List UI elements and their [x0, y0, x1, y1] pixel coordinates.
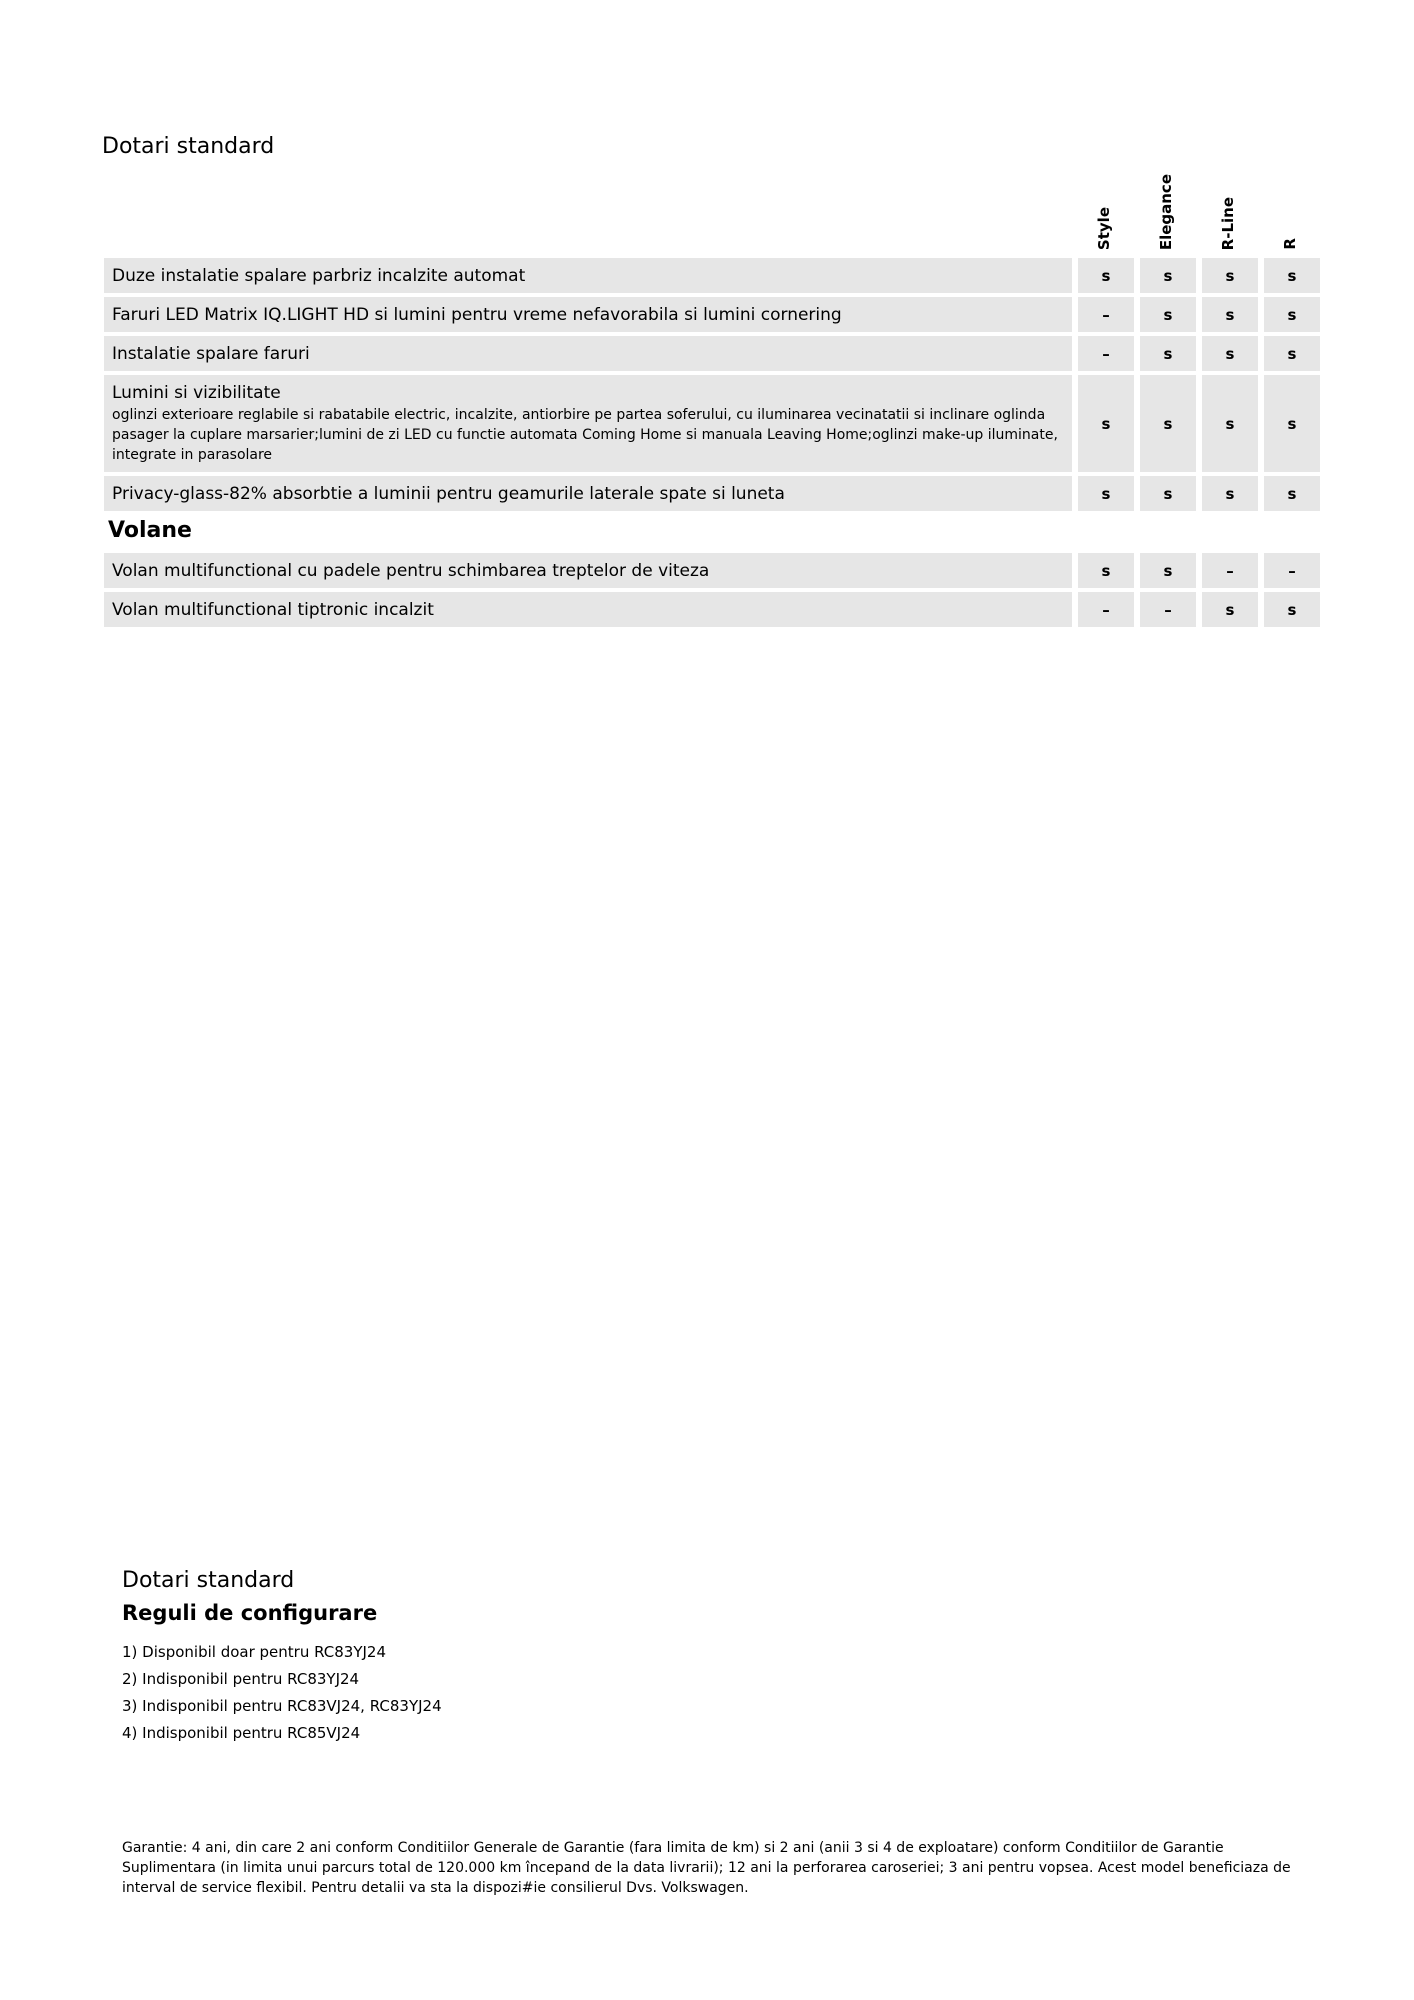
cell-elegance: s — [1140, 336, 1196, 371]
table-row — [104, 375, 1322, 472]
cell-r: s — [1264, 297, 1320, 332]
cell-r: s — [1264, 592, 1320, 627]
cell-style: s — [1078, 258, 1134, 293]
column-header-r: R — [1281, 238, 1299, 250]
row-label: Duze instalatie spalare parbriz incalzite automat — [104, 258, 1072, 293]
column-headers — [0, 160, 1414, 250]
rules-heading-configuration: Reguli de configurare — [122, 1601, 378, 1625]
cell-r: – — [1264, 553, 1320, 588]
table-row — [104, 336, 1322, 371]
table-row — [104, 297, 1322, 332]
cell-r: s — [1264, 336, 1320, 371]
rule-item: 2) Indisponibil pentru RC83YJ24 — [122, 1670, 360, 1688]
table-row — [104, 258, 1322, 293]
cell-r-line: s — [1202, 375, 1258, 472]
cell-style: s — [1078, 476, 1134, 511]
rule-item: 1) Disponibil doar pentru RC83YJ24 — [122, 1643, 387, 1661]
row-label: Faruri LED Matrix IQ.LIGHT HD si lumini pentru vreme nefavorabila si lumini cornering — [104, 297, 1072, 332]
cell-r-line: s — [1202, 336, 1258, 371]
table-row — [104, 476, 1322, 511]
cell-elegance: – — [1140, 592, 1196, 627]
cell-style: s — [1078, 375, 1134, 472]
row-label: Privacy-glass-82% absorbtie a luminii pentru geamurile laterale spate si luneta — [104, 476, 1072, 511]
column-header-elegance: Elegance — [1157, 173, 1175, 250]
equipment-table — [104, 258, 1322, 631]
configuration-rules — [122, 1568, 1022, 1747]
rules-heading-standard: Dotari standard — [122, 1568, 295, 1593]
warranty-text: Garantie: 4 ani, din care 2 ani conform Conditiilor Generale de Garantie (fara limita de km) si 2 ani (anii 3 si 4 de exploatare) conform Conditiilor de Garantie Suplimentara (in limita unui parcurs total de 120.000 km începand de la data livrarii); 12 ani la perforarea caroseriei; 3 ani pentru vopsea. Acest model beneficiaza de interval de service flexibil. Pentru detalii va sta la dispozi#ie consilierul Dvs. Volkswagen. — [122, 1840, 1291, 1896]
cell-r: s — [1264, 476, 1320, 511]
cell-r-line: s — [1202, 297, 1258, 332]
row-label: Volan multifunctional cu padele pentru schimbarea treptelor de viteza — [104, 553, 1072, 588]
cell-elegance: s — [1140, 553, 1196, 588]
row-label: Volan multifunctional tiptronic incalzit — [104, 592, 1072, 627]
cell-r-line: – — [1202, 553, 1258, 588]
section-title: Dotari standard — [102, 134, 275, 159]
cell-r-line: s — [1202, 258, 1258, 293]
rule-item: 3) Indisponibil pentru RC83VJ24, RC83YJ24 — [122, 1697, 442, 1715]
row-description: oglinzi exterioare reglabile si rabatabile electric, incalzite, antiorbire pe partea soferului, cu iluminarea vecinatatii si inclinare oglinda pasager la cuplare marsarier;lumini de zi LED cu functie automata Coming Home si manuala Leaving Home;oglinzi make-up iluminate, integrate in parasolare — [112, 407, 1058, 463]
cell-style: s — [1078, 553, 1134, 588]
cell-elegance: s — [1140, 476, 1196, 511]
cell-style: – — [1078, 336, 1134, 371]
rule-item: 4) Indisponibil pentru RC85VJ24 — [122, 1724, 361, 1742]
cell-r-line: s — [1202, 476, 1258, 511]
cell-r: s — [1264, 258, 1320, 293]
row-title: Lumini si vizibilitate — [112, 383, 281, 403]
cell-elegance: s — [1140, 297, 1196, 332]
cell-style: – — [1078, 592, 1134, 627]
cell-r-line: s — [1202, 592, 1258, 627]
row-label — [104, 375, 1072, 472]
cell-style: – — [1078, 297, 1134, 332]
cell-r: s — [1264, 375, 1320, 472]
cell-elegance: s — [1140, 258, 1196, 293]
table-row — [104, 592, 1322, 627]
column-header-style: Style — [1095, 206, 1113, 250]
row-label: Instalatie spalare faruri — [104, 336, 1072, 371]
table-row — [104, 553, 1322, 588]
group-title-volane: Volane — [108, 518, 192, 543]
cell-elegance: s — [1140, 375, 1196, 472]
column-header-r-line: R-Line — [1219, 196, 1237, 250]
